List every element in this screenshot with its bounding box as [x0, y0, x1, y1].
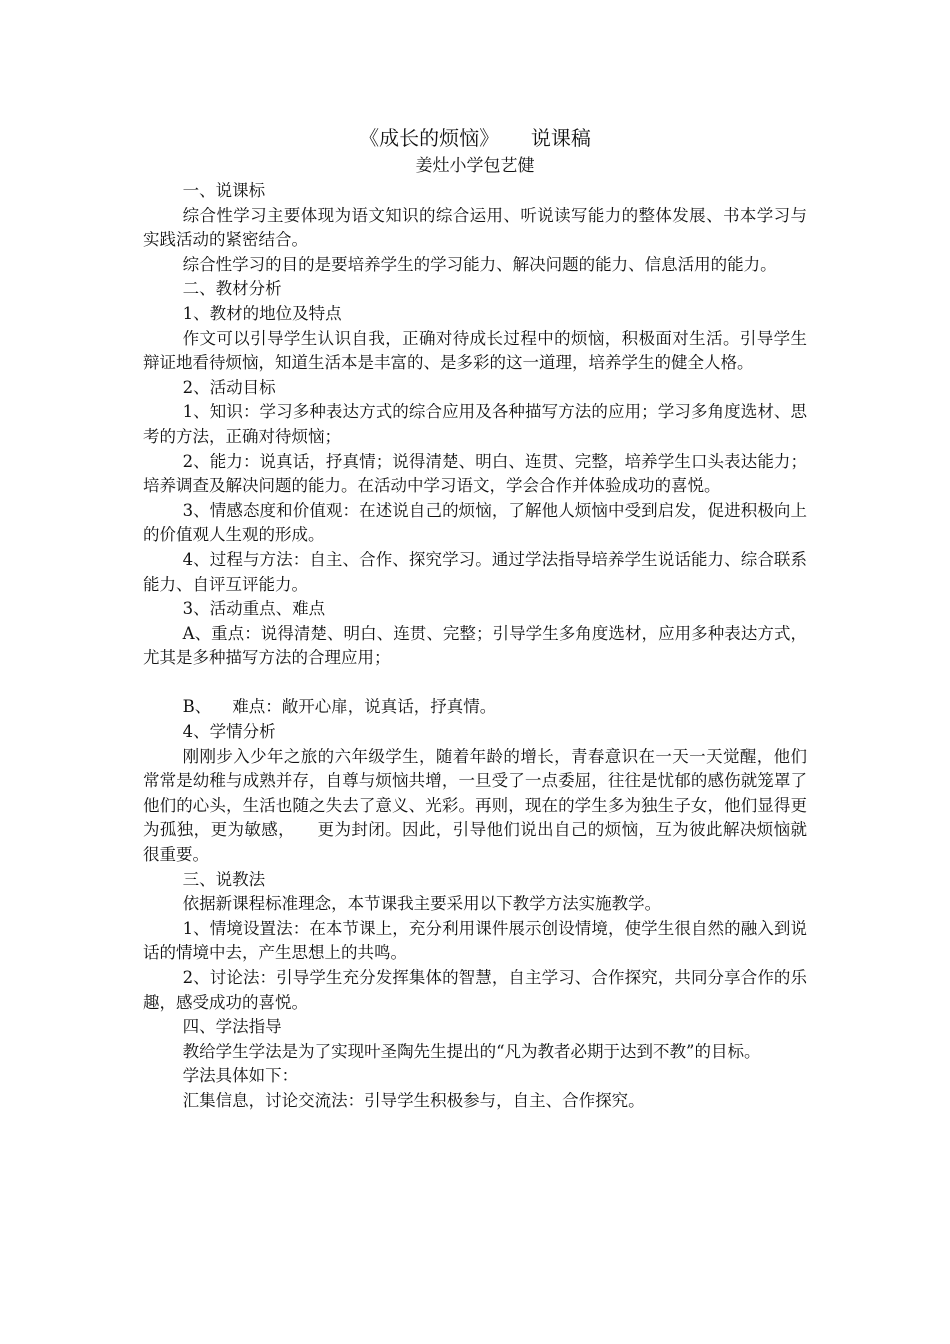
paragraph: 学法具体如下： — [182, 1066, 299, 1086]
section-heading: 一、说课标 — [182, 181, 266, 200]
paragraph: 3、情感态度和价值观：在述说自己的烦恼，了解他人烦恼中受到启发，促进积极向上的价值观人生观的形成。 — [143, 500, 807, 545]
blank-line — [143, 671, 807, 696]
paragraph: 2、讨论法：引导学生充分发挥集体的智慧，自主学习、合作探究，共同分享合作的乐趣，感受成功的喜悦。 — [143, 968, 807, 1012]
paragraph: 4、过程与方法：自主、合作、探究学习。通过学法指导培养学生说话能力、综合联系能力、自评互评能力。 — [143, 549, 807, 594]
paragraph: 刚刚步入少年之旅的六年级学生，随着年龄的增长，青春意识在一天一天觉醒，他们常常是幼稚与成熟并存，自尊与烦恼共增，一旦受了一点委屈，往往是忧郁的感伤就笼罩了他们的心头，生活也随之失去了意义、光彩。再则，现在的学生多为独生子女，他们显得更为孤独，更为敏感， 更为封闭。因此，引导他们说出自己的烦恼，互为彼此解决烦恼就很重要。 — [143, 746, 807, 865]
paragraph: 作文可以引导学生认识自我，正确对待成长过程中的烦恼，积极面对生活。引导学生辩证地看待烦恼，知道生活本是丰富的、是多彩的这一道理，培养学生的健全人格。 — [143, 328, 807, 373]
section-heading: 四、学法指导 — [182, 1017, 282, 1037]
document-body — [143, 123, 807, 1114]
paragraph: A、重点：说得清楚、明白、连贯、完整；引导学生多角度选材，应用多种表达方式，尤其是多种描写方法的合理应用； — [143, 623, 807, 668]
subsection-heading: 1、教材的地位及特点 — [182, 303, 342, 323]
subsection-heading: 4、学情分析 — [182, 722, 276, 742]
document-author: 姜灶小学包艺健 — [415, 156, 535, 176]
document-title: 《成长的烦恼》 说课稿 — [359, 126, 591, 150]
paragraph: B、 难点：敞开心扉，说真话，抒真情。 — [182, 697, 497, 717]
paragraph: 综合性学习主要体现为语文知识的综合运用、听说读写能力的整体发展、书本学习与实践活动的紧密结合。 — [143, 205, 807, 250]
paragraph: 汇集信息，讨论交流法：引导学生积极参与，自主、合作探究。 — [182, 1090, 645, 1110]
section-heading: 三、说教法 — [182, 869, 266, 889]
paragraph: 依据新课程标准理念，本节课我主要采用以下教学方法实施教学。 — [182, 894, 662, 914]
section-heading: 二、教材分析 — [182, 279, 282, 299]
paragraph: 综合性学习的目的是要培养学生的学习能力、解决问题的能力、信息活用的能力。 — [182, 254, 777, 274]
subsection-heading: 3、活动重点、难点 — [182, 599, 326, 619]
paragraph: 1、情境设置法：在本节课上，充分利用课件展示创设情境，使学生很自然的融入到说话的情境中去，产生思想上的共鸣。 — [143, 918, 807, 963]
subsection-heading: 2、活动目标 — [182, 377, 276, 397]
paragraph: 1、知识：学习多种表达方式的综合应用及各种描写方法的应用；学习多角度选材、思考的方法，正确对待烦恼； — [143, 402, 807, 446]
paragraph: 教给学生学法是为了实现叶圣陶先生提出的“凡为教者必期于达到不教”的目标。 — [182, 1041, 761, 1061]
paragraph: 2、能力：说真话，抒真情；说得清楚、明白、连贯、完整，培养学生口头表达能力；培养调查及解决问题的能力。在活动中学习语文，学会合作并体验成功的喜悦。 — [143, 451, 807, 496]
